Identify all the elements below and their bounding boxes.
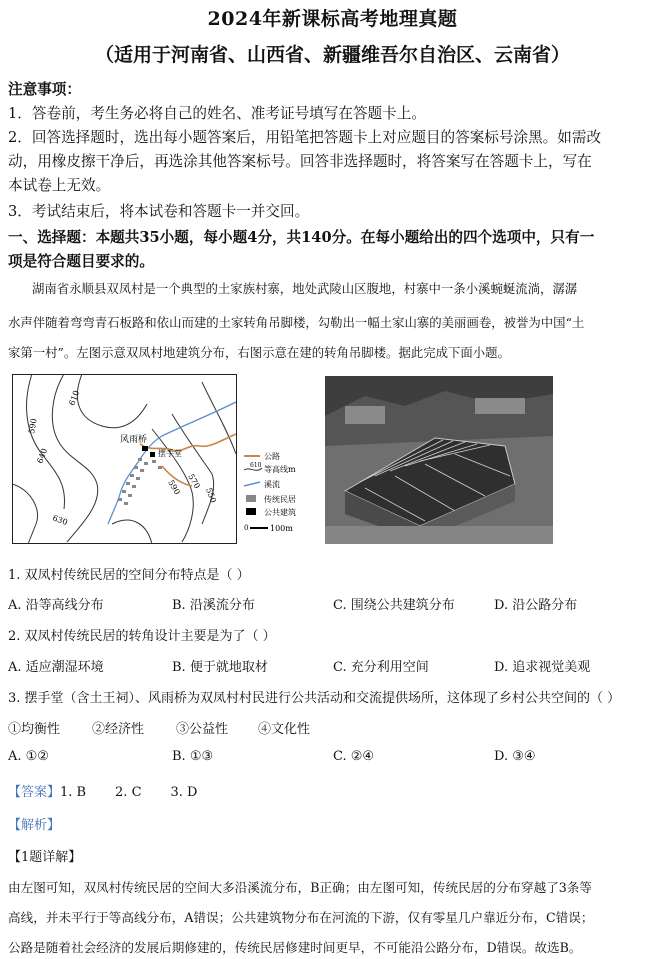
- passage-line-3: 家第一村”。左图示意双凤村地建筑分布，右图示意在建的转角吊脚楼。据此完成下面小题。: [8, 345, 510, 360]
- hall-label: 摆手堂: [158, 449, 182, 458]
- page-subtitle: （适用于河南省、山西省、新疆维吾尔自治区、云南省）: [94, 44, 570, 66]
- legend-public: 公共建筑: [264, 508, 296, 517]
- answer-row: [8, 781, 197, 800]
- q3-item-2: ②经济性: [92, 722, 145, 737]
- stilt-house-photo: [325, 376, 553, 544]
- answer-text: 1. B 2. C 3. D: [60, 785, 198, 800]
- detail-line-1: 由左图可知，双凤村传统民居的空间大多沿溪流分布，B正确；由左图可知，传统民居的分布穿越了3条等: [8, 880, 592, 895]
- detail-line-3: 公路是随着社会经济的发展后期修建的，传统民居修建时间更早，不可能沿公路分布，D错误。故选B。: [8, 940, 582, 955]
- q2-option-c[interactable]: C. 充分利用空间: [333, 660, 429, 675]
- question-3: 3. 摆手堂（含土王祠）、风雨桥为双凤村村民进行公共活动和交流提供场所，这体现了乡村公共空间的（ ）: [8, 691, 621, 706]
- q1-option-d[interactable]: D. 沿公路分布: [494, 598, 578, 613]
- q3-item-3: ③公益性: [176, 722, 229, 737]
- notice-item-2-line-1: 2．回答选择题时，选出每小题答案后，用铅笔把答题卡上对应题目的答案标号涂黑。如需改: [8, 129, 602, 146]
- q3-option-b[interactable]: B. ①③: [172, 749, 214, 764]
- village-map: [12, 374, 316, 544]
- notice-item-1: 1．答卷前，考生务必将自己的姓名、准考证号填写在答题卡上。: [8, 105, 426, 122]
- question-1: 1. 双凤村传统民居的空间分布特点是（ ）: [8, 568, 250, 583]
- q2-option-a[interactable]: A. 适应潮湿环境: [8, 660, 104, 675]
- q1-option-b[interactable]: B. 沿溪流分布: [172, 598, 255, 613]
- q2-option-d[interactable]: D. 追求视觉美观: [494, 660, 591, 675]
- bridge-label: 风雨桥: [120, 435, 148, 445]
- contour-label: 590: [27, 417, 39, 435]
- notice-item-2-line-3: 本试卷上无效。: [8, 177, 111, 194]
- question-2: 2. 双凤村传统民居的转角设计主要是为了（ ）: [8, 629, 276, 644]
- q1-option-c[interactable]: C. 围绕公共建筑分布: [333, 598, 455, 613]
- notice-item-3: 3．考试结束后，将本试卷和答题卡一并交回。: [8, 203, 310, 220]
- contour-label: 550: [204, 486, 218, 505]
- detail-line-2: 高线，并未平行于等高线分布，A错误；公共建筑物分布在河流的下游，仅有零星几户靠近分布，C错误；: [8, 910, 594, 925]
- page-title: 2024年新课标高考地理真题: [207, 8, 458, 30]
- contour-label: 640: [35, 447, 50, 465]
- answer-tag: 【答案】: [8, 785, 61, 800]
- q3-option-d[interactable]: D. ③④: [494, 749, 536, 764]
- photo-drawing: [325, 376, 553, 544]
- section-heading-line-2: 项是符合题目要求的。: [8, 253, 154, 270]
- contour-label: 570: [186, 472, 202, 491]
- detail-tag: 【1题详解】: [8, 850, 82, 865]
- public-building: [150, 452, 155, 457]
- legend-road: 公路: [264, 452, 280, 461]
- legend-contour: 等高线m: [264, 465, 296, 474]
- legend-stream: 溪流: [264, 480, 280, 489]
- q2-option-b[interactable]: B. 便于就地取材: [172, 660, 268, 675]
- legend-scale-length: 100m: [270, 524, 293, 533]
- public-building: [142, 446, 148, 451]
- contour-label: 610: [67, 389, 82, 407]
- contour-label: 630: [51, 513, 69, 528]
- q1-option-a[interactable]: A. 沿等高线分布: [8, 598, 104, 613]
- q3-option-a[interactable]: A. ①②: [8, 749, 49, 764]
- notice-item-2-line-2: 动，用橡皮擦干净后，再选涂其他答案标号。回答非选择题时，将答案写在答题卡上，写在: [8, 153, 592, 170]
- legend-traditional: 传统民居: [264, 495, 296, 504]
- q3-item-1: ①均衡性: [8, 722, 61, 737]
- legend-contour-value: 610: [250, 462, 262, 469]
- analysis-tag: 【解析】: [8, 818, 61, 833]
- legend-scale-zero: 0: [244, 524, 249, 532]
- q3-item-4: ④文化性: [258, 722, 311, 737]
- map-legend: [244, 451, 296, 533]
- q3-option-c[interactable]: C. ②④: [333, 749, 375, 764]
- contour-label: 590: [166, 478, 182, 497]
- section-heading-line-1: 一、选择题：本题共35小题，每小题4分，共140分。在每小题给出的四个选项中，只有一: [8, 229, 595, 246]
- passage-line-2: 水声伴随着弯弯青石板路和依山而建的土家转角吊脚楼，勾勒出一幅土家山寨的美丽画卷，被誉为中国“土: [8, 315, 585, 330]
- notice-heading: 注意事项：: [8, 81, 81, 98]
- passage-line-1: 湖南省永顺县双凤村是一个典型的土家族村寨，地处武陵山区腹地，村寨中一条小溪蜿蜒流淌，潺潺: [32, 281, 578, 296]
